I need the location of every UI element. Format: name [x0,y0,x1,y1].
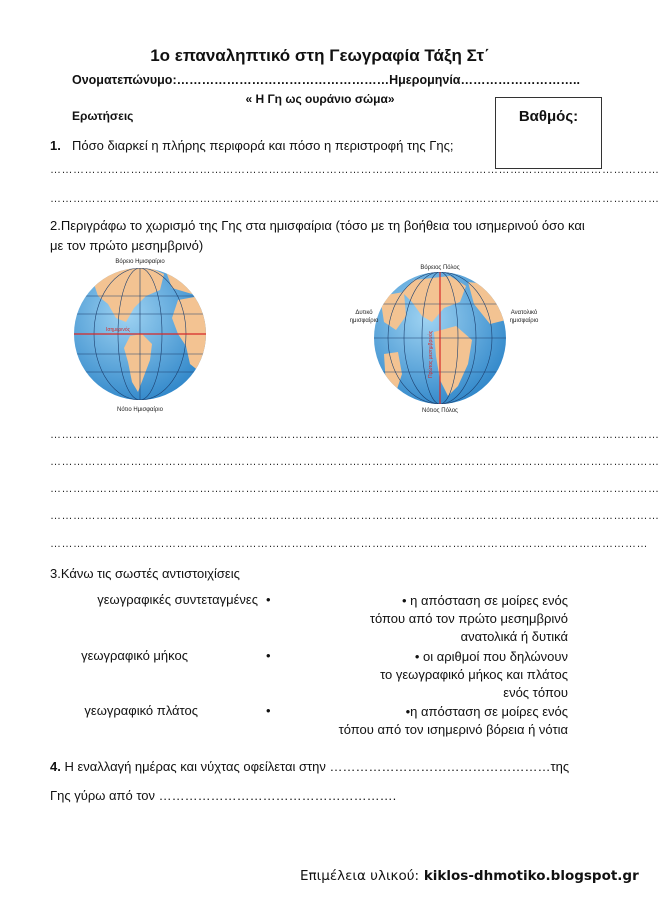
globe-hemispheres-equator [68,256,218,416]
q3-text: 3.Κάνω τις σωστές αντιστοιχίσεις [50,566,240,581]
globe-right-west-label-1: Δυτικό [355,310,373,316]
q1-number: 1. [50,138,61,153]
page-title: 1ο επαναληπτικό στη Γεωγραφία Τάξη Στ΄ [150,46,490,65]
globe-left-equator-label: Ισημερινός [106,327,131,333]
match-left-item: γεωγραφικές συντεταγμένες [97,592,258,607]
globe-right-meridian-label: Πρώτος μεσημβρινός [428,330,434,378]
q2-answer-line: …………………………………………………………………………………………………………………………………………… [50,510,660,522]
questions-label: Ερωτήσεις [72,109,134,123]
q2-answer-line: …………………………………………………………………………………………………………………………………………… [50,429,660,441]
grade-label: Βαθμός: [518,108,579,125]
name-date-line: Ονοματεπώνυμο:……………………………………………Ημερομηνία……………………….. [72,73,580,87]
footer-label: Επιμέλεια υλικού: [300,868,420,884]
match-right-line: ενός τόπου [503,685,568,700]
footer-credit [300,868,639,892]
match-right-line: το γεωγραφικό μήκος και πλάτος [380,667,568,682]
q4-line-2: Γης γύρω από τον ………………………………………………. [50,788,397,803]
match-left-bullet: • [266,703,271,718]
q4-line-1 [50,757,569,777]
match-right-line: ανατολικά ή δυτικά [460,629,568,644]
footer-site: kiklos-dhmotiko.blogspot.gr [423,868,639,884]
globe-right-east-label-2: ημισφαίριο [509,318,539,324]
match-right-line: •η απόσταση σε μοίρες ενός [405,704,568,719]
globe-right-bottom-label: Νότιος Πόλος [422,408,458,414]
q2-text: 2.Περιγράφω το χωρισμό της Γης στα ημισφαίρια (τόσο με τη βοήθεια του ισημερινού όσο και με τον πρώτο μεσημβρινό) [50,218,585,253]
grade-box [495,97,602,169]
match-right-line: τόπου από τον πρώτο μεσημβρινό [369,611,568,626]
subtitle: « Η Γη ως ουράνιο σώμα» [245,92,395,106]
q4-number: 4. [50,759,61,774]
q4-line-1-text: Η εναλλαγή ημέρας και νύχτας οφείλεται στην ……………………………………………της [60,759,570,774]
globe-left-top-label: Βόρειο Ημισφαίριο [115,259,165,265]
globe-right-east-label-1: Ανατολικό [510,310,538,316]
match-right-line: • η απόσταση σε μοίρες ενός [402,593,568,608]
q2-answer-line: …………………………………………………………………………………………………………………………………………… [50,456,660,468]
match-left-bullet: • [266,592,271,607]
match-left-item: γεωγραφικό μήκος [81,648,188,663]
q1-text: Πόσο διαρκεί η πλήρης περιφορά και πόσο η περιστροφή της Γης; [72,138,454,153]
match-right-line: τόπου από τον ισημερινό βόρεια ή νότια [338,722,568,737]
match-left-bullet: • [266,648,271,663]
globe-hemispheres-meridian [340,256,550,416]
globe-left-bottom-label: Νότιο Ημισφαίριο [117,407,163,413]
match-right-line: • οι αριθμοί που δηλώνουν [414,649,568,664]
q2-answer-line: …………………………………………………………………………………………………………………………………………… [50,483,660,495]
match-right-item [268,703,568,739]
match-right-item [268,648,568,702]
globe-right-west-label-2: ημισφαίριο [349,318,379,324]
match-right-item [268,592,568,646]
q2-answer-line: ………………………………………………………………………………………………………………………………………… [50,538,648,550]
q1-answer-line: …………………………………………………………………………………………………………………………………………… [50,164,660,176]
globe-right-top-label: Βόρειος Πόλος [420,265,460,271]
match-left-item: γεωγραφικό πλάτος [84,703,198,718]
q1-answer-line: …………………………………………………………………………………………………………………………………………… [50,193,660,205]
